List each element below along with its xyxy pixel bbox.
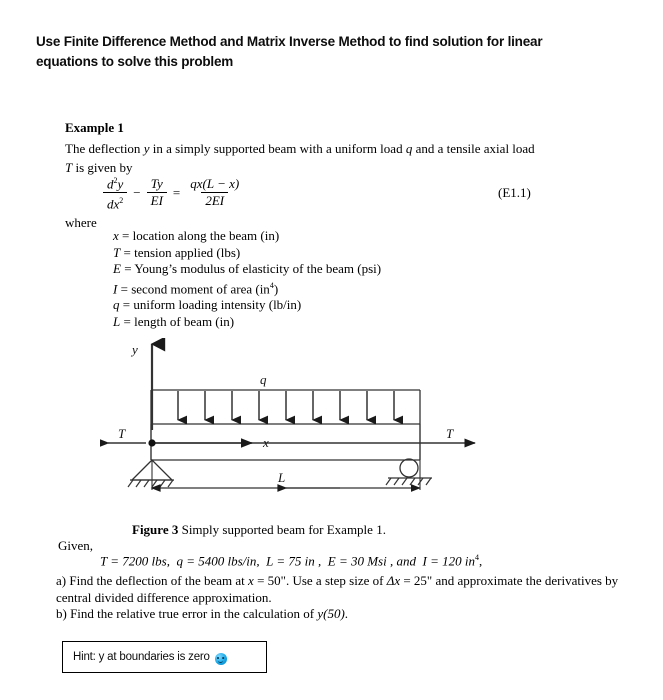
question-a-symbol-x: x <box>248 573 254 588</box>
intro-text-b: in a simply supported beam with a uniform load <box>149 141 406 156</box>
intro-symbol-T: T <box>65 159 73 175</box>
intro-symbol-q: q <box>405 141 413 156</box>
equation-number-label: (E1.1) <box>498 185 531 200</box>
y-axis-label: y <box>132 342 138 357</box>
eqn-num-d: d <box>107 176 114 192</box>
definition-equals: = <box>120 280 128 296</box>
intro-text-a: The deflection <box>65 141 144 156</box>
question-b-text-2: . <box>344 606 349 621</box>
equation-term-load-expression <box>186 177 243 208</box>
definition-superscript: 4 <box>269 280 274 290</box>
intro-text-c: and a tensile axial load <box>412 141 535 156</box>
eqn-equals-operator: = <box>172 184 181 200</box>
definition-equals: = <box>122 228 130 243</box>
definition-item-x <box>113 228 381 245</box>
tension-arrow-right <box>420 426 475 443</box>
question-part-a <box>56 573 626 606</box>
example-title: Example 1 <box>65 120 124 135</box>
definition-item-I <box>113 278 381 298</box>
eqn-den-2EI: 2EI <box>201 192 228 208</box>
definition-equals: = <box>123 244 131 260</box>
given-value-I: I = 120 in <box>422 553 475 569</box>
definition-text: uniform loading intensity (lb/in) <box>133 297 302 313</box>
given-value-q: q = 5400 lbs/in, <box>176 553 260 569</box>
length-dimension-line <box>152 460 420 490</box>
given-value-T: T = 7200 lbs, <box>100 553 170 569</box>
figure-caption-bold: Figure 3 <box>132 522 179 537</box>
origin-node-dot <box>148 439 155 446</box>
question-b-symbol-y50: y(50) <box>317 606 345 621</box>
question-a-text-2: = 50". Use a step size of <box>253 573 387 588</box>
pinned-support-left <box>128 460 174 487</box>
definition-symbol: x <box>113 228 119 243</box>
question-part-b <box>56 606 626 623</box>
x-axis-label: x <box>263 435 269 450</box>
intro-text-d: is given by <box>72 159 133 175</box>
definition-symbol: T <box>113 244 121 260</box>
hint-text: Hint: y at boundaries is zero <box>73 651 210 663</box>
length-label-L: L <box>278 470 286 485</box>
definition-item-q <box>113 297 381 314</box>
definition-symbol: E <box>113 261 121 276</box>
given-value-I-exponent: 4 <box>474 553 479 562</box>
equation-term-second-derivative <box>103 174 127 212</box>
tension-left-label: T <box>118 426 126 441</box>
example-intro-paragraph <box>65 140 605 177</box>
given-value-I-tail: , <box>478 553 483 569</box>
definition-symbol: q <box>113 297 120 313</box>
definition-text: location along the beam (in) <box>132 228 280 243</box>
question-list <box>56 573 626 623</box>
question-a-text-1: a) Find the deflection of the beam at <box>56 573 249 588</box>
eqn-minus-operator: − <box>133 184 141 200</box>
eqn-num-y: y <box>117 176 124 192</box>
page-title: Use Finite Difference Method and Matrix Inverse Method to find solution for linear equations to solve this problem <box>36 34 543 69</box>
question-a-symbol-delta-x: Δx <box>386 573 401 588</box>
figure-caption-text: Simply supported beam for Example 1. <box>178 522 386 537</box>
eqn-den-dx: dx <box>107 196 120 212</box>
given-values <box>100 553 482 569</box>
eqn-num-Ty: Ty <box>150 176 163 192</box>
definition-tail: ) <box>273 280 279 296</box>
eqn-den-EI: EI <box>147 192 167 208</box>
hint-box <box>62 641 267 673</box>
blue-smiley-face-icon <box>215 653 227 665</box>
definition-text: tension applied (lbs) <box>134 244 241 260</box>
eqn-num-d-exponent: 2 <box>113 176 118 185</box>
variable-definitions-list <box>113 228 381 330</box>
definition-text: Young’s modulus of elasticity of the beam (psi) <box>134 261 382 276</box>
definition-item-E <box>113 261 381 278</box>
distributed-load-arrows <box>178 391 394 420</box>
beam-diagram-figure <box>100 338 520 493</box>
definition-symbol: I <box>113 280 118 296</box>
definition-text: length of beam (in) <box>134 313 235 329</box>
given-value-L: L = 75 in , <box>266 553 322 569</box>
definition-item-L <box>113 314 381 331</box>
eqn-num-load: qx(L − x) <box>190 176 240 192</box>
definition-equals: = <box>123 313 131 329</box>
tension-arrow-left <box>108 426 146 443</box>
question-b-text-1: b) Find the relative true error in the calculation of <box>56 606 318 621</box>
definition-symbol: L <box>113 313 121 329</box>
given-label: Given, <box>58 538 94 553</box>
definition-equals: = <box>124 261 132 276</box>
eqn-den-dx-exponent: 2 <box>119 196 124 206</box>
equation-term-Ty-over-EI <box>147 177 167 208</box>
definition-item-T <box>113 245 381 262</box>
where-label: where <box>65 215 97 230</box>
question-a-text-3: = 25" and approximate the derivatives by central divided difference approximation. <box>56 573 619 605</box>
given-value-E: E = 30 Msi , and <box>327 553 416 569</box>
figure-caption <box>132 522 386 538</box>
definition-equals: = <box>122 297 131 313</box>
definition-text: second moment of area (in <box>131 280 270 296</box>
load-label-q: q <box>260 372 267 387</box>
roller-support-right <box>386 459 432 485</box>
intro-symbol-y: y <box>143 141 150 156</box>
tension-right-label: T <box>446 426 454 441</box>
